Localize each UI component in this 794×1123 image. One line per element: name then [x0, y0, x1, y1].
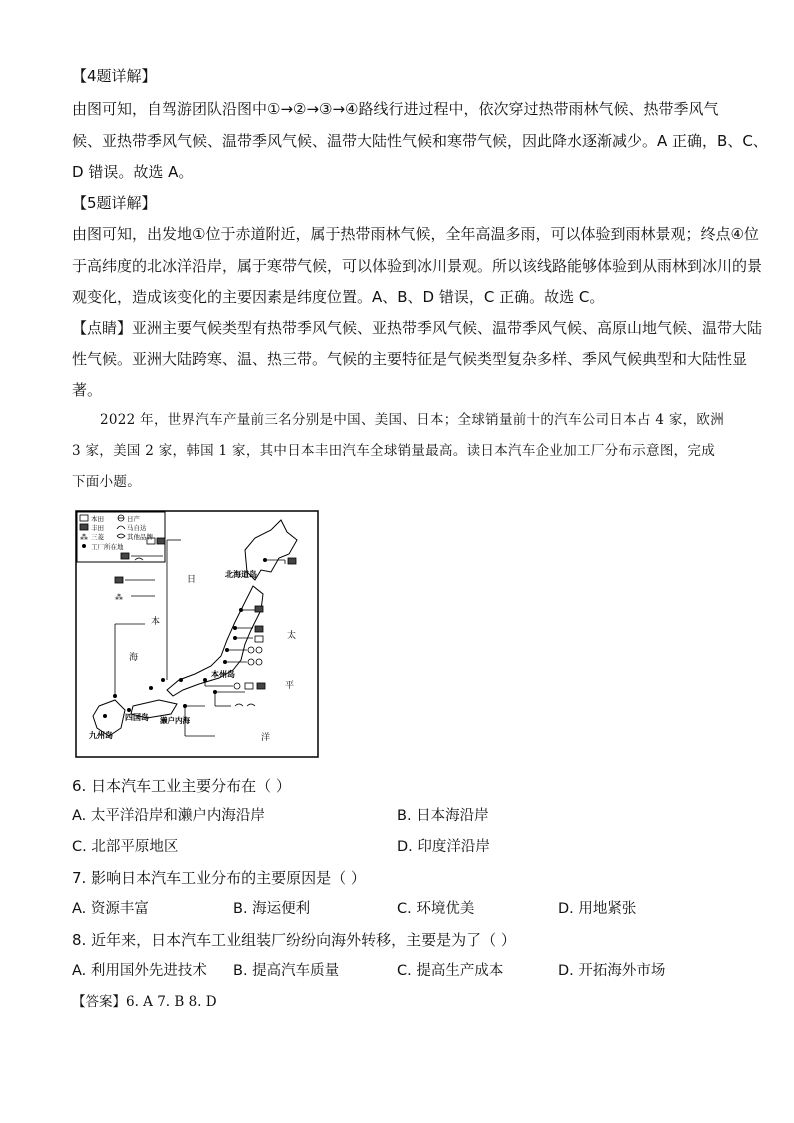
passage-line-2: 3 家，美国 2 家，韩国 1 家，其中日本丰田汽车全球销量最高。读日本汽车企业加工厂分布示意图，完成 [72, 443, 716, 459]
answer-label: 【答案】 [72, 994, 126, 1010]
label-yang: 洋 [261, 733, 271, 743]
svg-text:⁂: ⁂ [115, 593, 123, 602]
legend-nissan: 日产 [127, 515, 140, 523]
q4-heading: 【4题详解】 [72, 67, 157, 85]
question-7-option-b[interactable]: B. 海运便利 [233, 901, 311, 917]
dianjing-line-1: 【点睛】亚洲主要气候类型有热带季风气候、亚热带季风气候、温带季风气候、高原山地气候、温带大陆 [72, 319, 763, 337]
question-8-stem: 8. 近年来，日本汽车工业组装厂纷纷向海外转移，主要是为了（ ） [72, 931, 516, 949]
question-6-option-b[interactable]: B. 日本海沿岸 [397, 808, 489, 824]
legend-toyota: 丰田 [91, 524, 104, 532]
label-honshu: 本州岛 [211, 670, 235, 679]
label-kyushu: 九州岛 [89, 731, 113, 740]
legend-honda: 本田 [91, 515, 104, 523]
passage-line-3: 下面小题。 [72, 474, 141, 490]
question-6-stem: 6. 日本汽车工业主要分布在（ ） [72, 777, 291, 795]
toyota-icon [80, 524, 88, 530]
passage-line-1: 2022 年，世界汽车产量前三名分别是中国、美国、日本；全球销量前十的汽车公司日本占 4 家，欧洲 [100, 412, 725, 428]
label-hokkaido: 北海道岛 [225, 570, 257, 579]
q5-line-2: 于高纬度的北冰洋沿岸，属于寒带气候，可以体验到冰川景观。所以该线路能够体验到从雨林到冰川的景 [72, 257, 763, 275]
answer-row [72, 992, 217, 1012]
label-shikoku: 四国岛 [125, 713, 149, 722]
q4-line-1: 由图可知，自驾游团队沿图中①→②→③→④路线行进过程中，依次穿过热带雨林气候、热带季风气 [72, 100, 719, 118]
q5-line-3: 观变化，造成该变化的主要因素是纬度位置。A、B、D 错误，C 正确。故选 C。 [72, 288, 605, 306]
legend-other: 其他品牌 [127, 533, 153, 541]
legend-factory: 工厂所在地 [91, 543, 124, 551]
label-ben: 本 [151, 617, 161, 627]
question-7-option-a[interactable]: A. 资源丰富 [72, 901, 149, 917]
label-ping: 平 [285, 681, 295, 691]
label-hai: 海 [129, 653, 139, 663]
legend-mazda: 马自达 [127, 524, 147, 532]
honda-icon [80, 515, 88, 521]
legend-mitsubishi: 三菱 [91, 533, 104, 541]
question-8-option-a[interactable]: A. 利用国外先进技术 [72, 963, 207, 979]
dianjing-line-2: 性气候。亚洲大陆跨寒、温、热三带。气候的主要特征是气候类型复杂多样、季风气候典型和大陆性显 [72, 350, 748, 368]
dianjing-line-3: 著。 [72, 381, 103, 399]
q5-line-1: 由图可知，出发地①位于赤道附近，属于热带雨林气候，全年高温多雨，可以体验到雨林景观；终点④位 [72, 225, 759, 243]
answer-text: 6. A 7. B 8. D [126, 994, 217, 1010]
question-6-option-a[interactable]: A. 太平洋沿岸和濑户内海沿岸 [72, 808, 265, 824]
question-8-option-c[interactable]: C. 提高生产成本 [397, 963, 504, 979]
label-ri: 日 [187, 575, 197, 585]
japan-auto-factory-map [75, 510, 319, 758]
mitsubishi-icon: ⁂ [80, 533, 88, 542]
question-7-option-d[interactable]: D. 用地紧张 [558, 901, 637, 917]
question-6-option-c[interactable]: C. 北部平原地区 [72, 839, 179, 855]
label-inland-sea: 濑户内海 [160, 716, 190, 725]
question-7-stem: 7. 影响日本汽车工业分布的主要原因是（ ） [72, 869, 366, 887]
factory-dot-icon [82, 544, 86, 548]
question-6-option-d[interactable]: D. 印度洋沿岸 [397, 839, 490, 855]
question-8-option-b[interactable]: B. 提高汽车质量 [233, 963, 340, 979]
q4-line-2: 候、亚热带季风气候、温带季风气候、温带大陆性气候和寒带气候，因此降水逐渐减少。A 正确，B、C、 [72, 132, 768, 150]
label-tai: 太 [287, 631, 297, 641]
q5-heading: 【5题详解】 [72, 194, 157, 212]
q4-line-3: D 错误。故选 A。 [72, 163, 194, 181]
question-8-option-d[interactable]: D. 开拓海外市场 [558, 963, 666, 979]
question-7-option-c[interactable]: C. 环境优美 [397, 901, 475, 917]
